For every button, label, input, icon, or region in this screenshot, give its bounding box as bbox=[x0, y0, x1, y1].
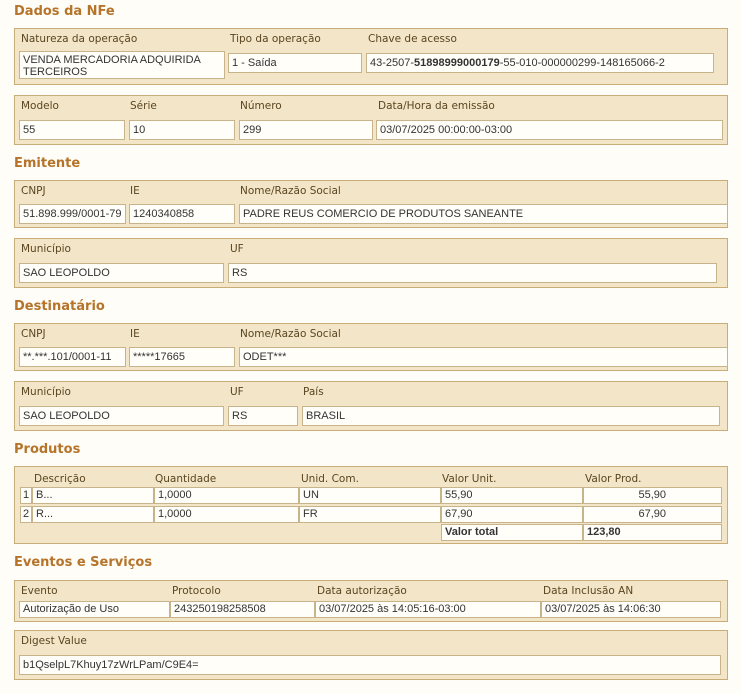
produtos-header-vprod: Valor Prod. bbox=[585, 473, 642, 485]
produto-index: 2 bbox=[20, 506, 32, 523]
destinatario-pais-field[interactable]: BRASIL bbox=[302, 406, 720, 426]
emitente-municipio-label: Município bbox=[21, 243, 71, 255]
destinatario-uf-field[interactable]: RS bbox=[228, 406, 298, 426]
destinatario-cnpj-label: CNPJ bbox=[21, 328, 46, 340]
digest-label: Digest Value bbox=[21, 635, 87, 647]
produto-vunit: 67,90 bbox=[441, 506, 583, 523]
destinatario-pais-label: País bbox=[303, 386, 324, 398]
panel-digest bbox=[14, 630, 728, 680]
valor-total-value: 123,80 bbox=[583, 524, 722, 541]
panel-nfe-operacao bbox=[14, 28, 728, 85]
produto-index: 1 bbox=[20, 487, 32, 504]
produto-descricao: R... bbox=[32, 506, 154, 523]
panel-destinatario-endereco bbox=[14, 381, 728, 431]
protocolo-value: 243250198258508 bbox=[170, 601, 315, 618]
section-title-produtos: Produtos bbox=[14, 442, 81, 457]
protocolo-header: Protocolo bbox=[172, 585, 221, 597]
section-title-nfe: Dados da NFe bbox=[14, 4, 115, 19]
destinatario-municipio-label: Município bbox=[21, 386, 71, 398]
produto-quantidade: 1,0000 bbox=[154, 506, 299, 523]
modelo-label: Modelo bbox=[21, 100, 59, 112]
chave-label: Chave de acesso bbox=[368, 33, 457, 45]
emitente-uf-field[interactable]: RS bbox=[228, 263, 717, 283]
section-title-eventos: Eventos e Serviços bbox=[14, 555, 153, 570]
section-title-destinatario: Destinatário bbox=[14, 299, 105, 314]
data-autorizacao-header: Data autorização bbox=[317, 585, 407, 597]
produto-vunit: 55,90 bbox=[441, 487, 583, 504]
valor-total-label: Valor total bbox=[441, 524, 583, 541]
produtos-header-quantidade: Quantidade bbox=[155, 473, 217, 485]
tipo-label: Tipo da operação bbox=[230, 33, 321, 45]
produto-unid: FR bbox=[299, 506, 441, 523]
destinatario-nome-label: Nome/Razão Social bbox=[240, 328, 341, 340]
destinatario-ie-field[interactable]: *****17665 bbox=[129, 347, 235, 367]
destinatario-ie-label: IE bbox=[130, 328, 140, 340]
serie-label: Série bbox=[130, 100, 157, 112]
emitente-uf-label: UF bbox=[230, 243, 244, 255]
digest-field[interactable]: b1QselpL7Khuy17zWrLPam/C9E4= bbox=[19, 655, 721, 675]
data-inclusao-value: 03/07/2025 às 14:06:30 bbox=[541, 601, 721, 618]
serie-field[interactable]: 10 bbox=[129, 120, 235, 140]
produtos-header-unid: Unid. Com. bbox=[301, 473, 359, 485]
panel-emitente-id bbox=[14, 180, 728, 228]
chave-prefix: 43-2507- bbox=[370, 57, 415, 69]
emitente-ie-label: IE bbox=[130, 185, 140, 197]
panel-eventos bbox=[14, 580, 728, 622]
modelo-field[interactable]: 55 bbox=[19, 120, 125, 140]
produtos-header-vunit: Valor Unit. bbox=[442, 473, 497, 485]
destinatario-uf-label: UF bbox=[230, 386, 244, 398]
chave-cnpj: 51898999000179 bbox=[414, 57, 500, 69]
emitente-nome-field[interactable]: PADRE REUS COMERCIO DE PRODUTOS SANEANTE bbox=[239, 204, 728, 224]
natureza-field[interactable]: VENDA MERCADORIA ADQUIRIDA TERCEIROS bbox=[19, 51, 225, 79]
produto-vprod: 67,90 bbox=[583, 506, 722, 523]
data-inclusao-header: Data Inclusão AN bbox=[543, 585, 634, 597]
numero-field[interactable]: 299 bbox=[239, 120, 373, 140]
tipo-field[interactable]: 1 - Saída bbox=[228, 53, 362, 73]
produto-unid: UN bbox=[299, 487, 441, 504]
panel-emitente-endereco bbox=[14, 238, 728, 288]
panel-destinatario-id bbox=[14, 323, 728, 371]
panel-nfe-documento bbox=[14, 95, 728, 145]
emitente-cnpj-field[interactable]: 51.898.999/0001-79 bbox=[19, 204, 126, 224]
section-title-emitente: Emitente bbox=[14, 156, 81, 171]
data-emissao-label: Data/Hora da emissão bbox=[378, 100, 495, 112]
emitente-ie-field[interactable]: 1240340858 bbox=[129, 204, 235, 224]
chave-suffix: -55-010-000000299-148165066-2 bbox=[499, 57, 665, 69]
produtos-header-descricao: Descrição bbox=[34, 473, 86, 485]
chave-field[interactable] bbox=[366, 53, 714, 73]
emitente-cnpj-label: CNPJ bbox=[21, 185, 46, 197]
data-autorizacao-value: 03/07/2025 às 14:05:16-03:00 bbox=[315, 601, 541, 618]
destinatario-cnpj-field[interactable]: **.***.101/0001-11 bbox=[19, 347, 126, 367]
emitente-municipio-field[interactable]: SAO LEOPOLDO bbox=[19, 263, 224, 283]
evento-header: Evento bbox=[21, 585, 58, 597]
evento-value: Autorização de Uso bbox=[19, 601, 170, 618]
numero-label: Número bbox=[240, 100, 282, 112]
data-emissao-field[interactable]: 03/07/2025 00:00:00-03:00 bbox=[376, 120, 723, 140]
panel-produtos bbox=[14, 466, 728, 544]
emitente-nome-label: Nome/Razão Social bbox=[240, 185, 341, 197]
destinatario-nome-field[interactable]: ODET*** bbox=[239, 347, 728, 367]
produto-vprod: 55,90 bbox=[583, 487, 722, 504]
produto-descricao: B... bbox=[32, 487, 154, 504]
natureza-label: Natureza da operação bbox=[21, 33, 138, 45]
produto-quantidade: 1,0000 bbox=[154, 487, 299, 504]
destinatario-municipio-field[interactable]: SAO LEOPOLDO bbox=[19, 406, 224, 426]
